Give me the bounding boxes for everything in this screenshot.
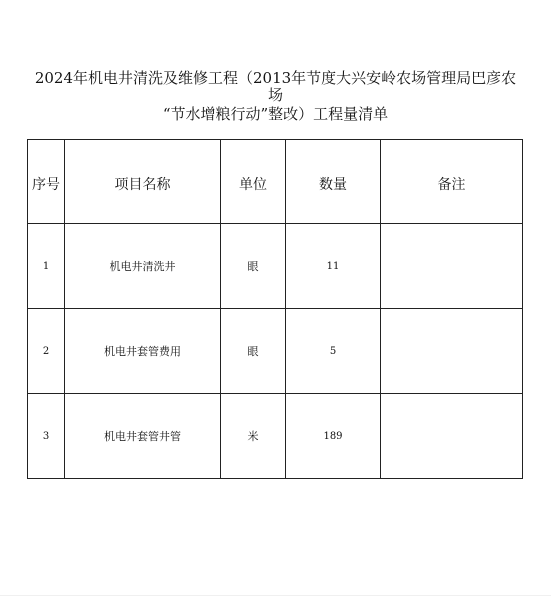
- table-header-row: [28, 140, 523, 224]
- row-notes: [381, 394, 523, 479]
- table-row: [28, 394, 523, 479]
- row-name: 机电井清洗井: [65, 224, 221, 309]
- row-qty: 11: [286, 224, 381, 309]
- row-qty: 189: [286, 394, 381, 479]
- table-row: [28, 224, 523, 309]
- document-title-line-1: 2024年机电井清洗及维修工程（2013年节度大兴安岭农场管理局巴彦农: [34, 69, 517, 87]
- table-row: [28, 309, 523, 394]
- row-unit: 眼: [221, 224, 286, 309]
- row-qty: 5: [286, 309, 381, 394]
- page-bottom-shade: [0, 595, 551, 596]
- document-title-line-3: “节水增粮行动”整改）工程量清单: [162, 105, 389, 123]
- row-name: 机电井套管井管: [65, 394, 221, 479]
- row-seq: 3: [28, 394, 65, 479]
- row-name: 机电井套管费用: [65, 309, 221, 394]
- row-notes: [381, 309, 523, 394]
- row-unit: 米: [221, 394, 286, 479]
- quantity-list-table: [27, 139, 523, 479]
- header-unit: 单位: [221, 140, 286, 224]
- header-qty: 数量: [286, 140, 381, 224]
- row-seq: 1: [28, 224, 65, 309]
- header-name: 项目名称: [65, 140, 221, 224]
- header-notes: 备注: [381, 140, 523, 224]
- row-seq: 2: [28, 309, 65, 394]
- row-unit: 眼: [221, 309, 286, 394]
- row-notes: [381, 224, 523, 309]
- header-seq: 序号: [28, 140, 65, 224]
- document-title-line-2: 场: [267, 86, 283, 104]
